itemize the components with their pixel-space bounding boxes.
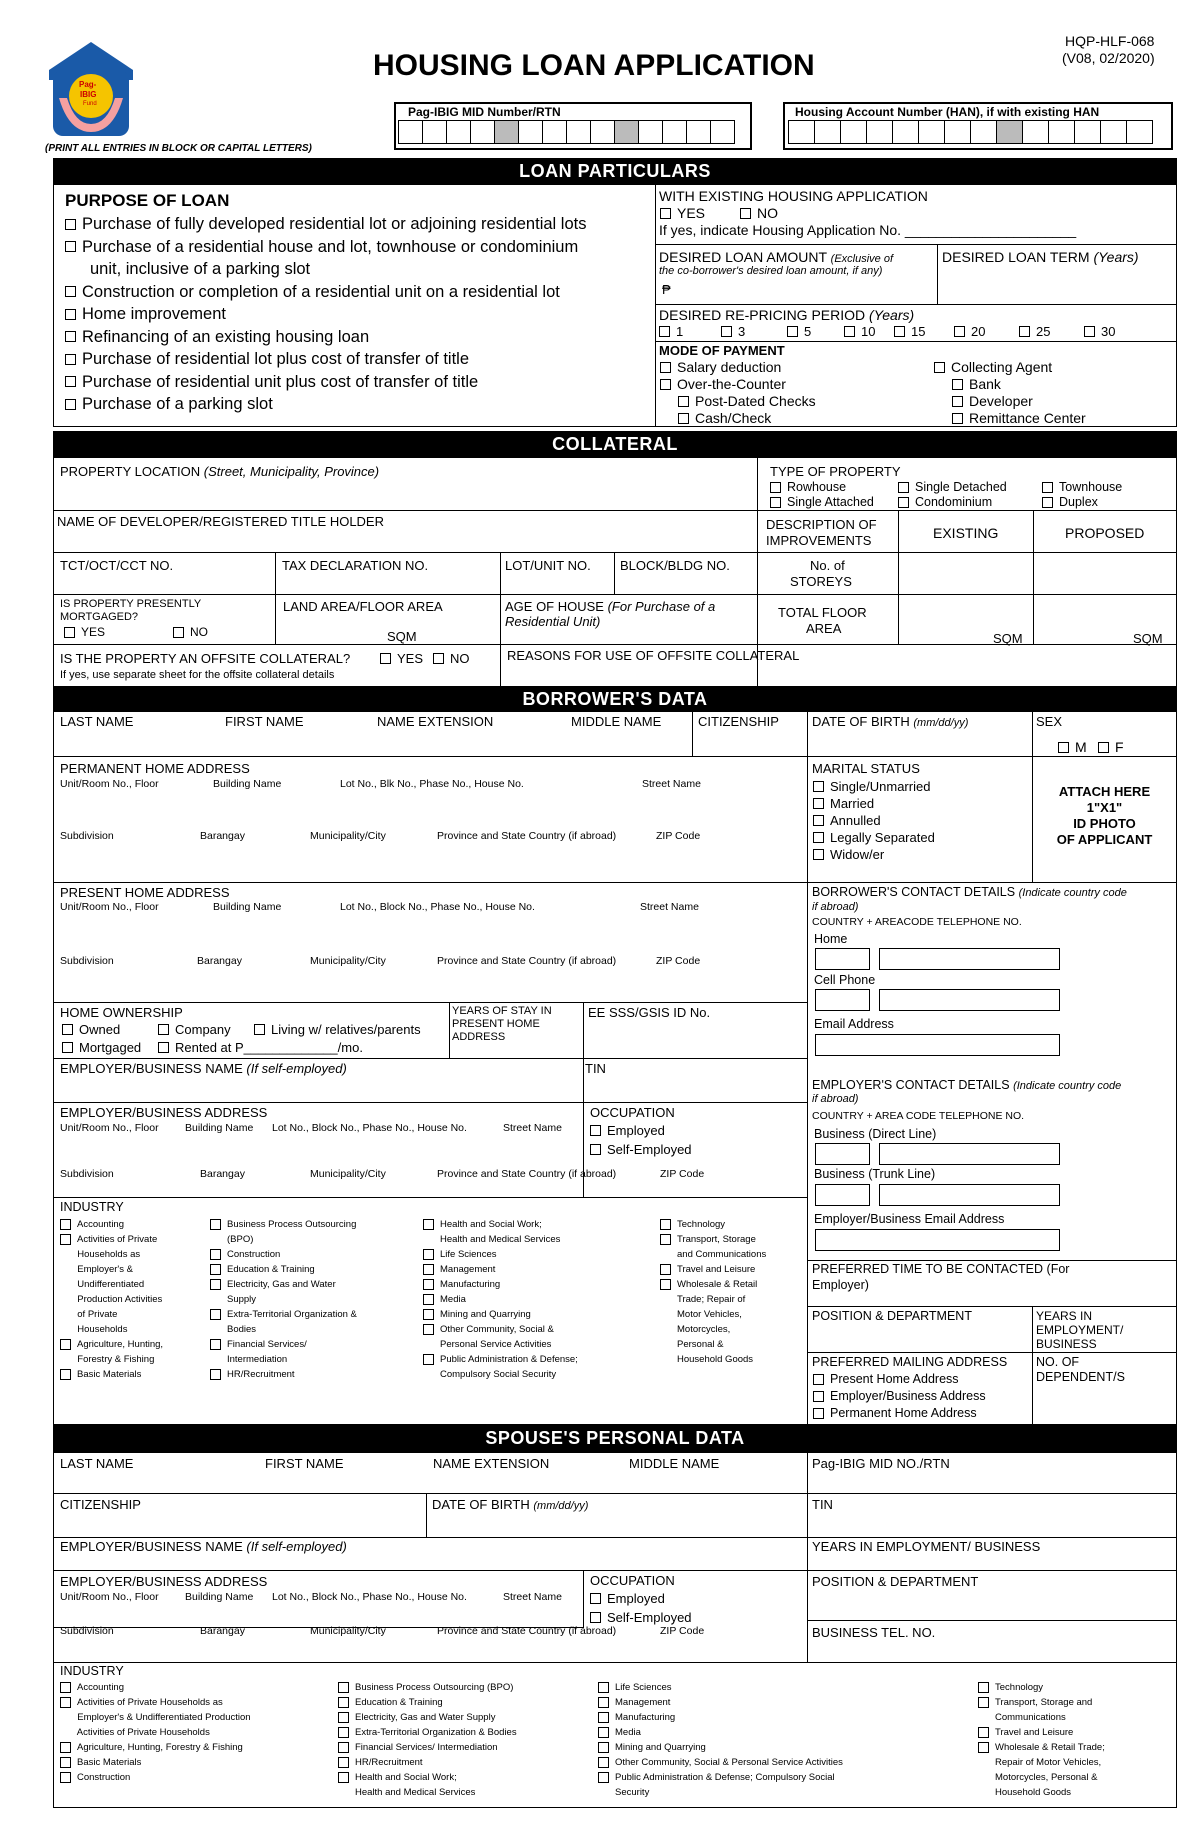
property-type-title: TYPE OF PROPERTY	[770, 464, 901, 479]
years-stay-label-3: ADDRESS	[452, 1031, 506, 1043]
sss-label: EE SSS/GSIS ID No.	[588, 1005, 711, 1020]
industry-option[interactable]: Media	[423, 1292, 578, 1307]
mop-option[interactable]: Remittance Center	[934, 411, 1086, 426]
s-last-name-label: LAST NAME	[60, 1456, 134, 1471]
developer-label: NAME OF DEVELOPER/REGISTERED TITLE HOLDER	[57, 514, 384, 529]
industry-option[interactable]: Business Process Outsourcing (BPO)	[338, 1680, 517, 1695]
repricing-option[interactable]: 20	[954, 324, 985, 339]
industry-option[interactable]: Manufacturing	[423, 1277, 578, 1292]
logo-text: IBIG	[80, 90, 97, 99]
perm-address-sublabels-2: Subdivision Barangay Municipality/City Province and State Country (if abroad) ZIP Code	[60, 830, 701, 842]
s-citizenship-label: CITIZENSHIP	[60, 1497, 141, 1512]
industry-option[interactable]: Public Administration & Defense; Compulsory Social	[598, 1770, 843, 1785]
s-biz-tel-label: BUSINESS TEL. NO.	[812, 1625, 936, 1640]
industry-option[interactable]: Construction	[60, 1770, 251, 1785]
repricing-option[interactable]: 10	[844, 324, 875, 339]
housing-app-no-field[interactable]: If yes, indicate Housing Application No. ______________________	[659, 222, 1077, 238]
cell-phone-input[interactable]	[879, 989, 1060, 1011]
perm-address-sublabels-1: Unit/Room No., Floor Building Name Lot No., Blk No., Phase No., House No. Street Name	[60, 778, 701, 790]
description-label-2: IMPROVEMENTS	[766, 533, 872, 548]
desired-amount-label: DESIRED LOAN AMOUNT (Exclusive of	[659, 249, 894, 265]
pagibig-logo	[45, 40, 137, 140]
mid-label: Pag-IBIG MID Number/RTN	[408, 105, 561, 119]
mop-option[interactable]: Salary deduction	[660, 360, 816, 375]
employer-address-label: EMPLOYER/BUSINESS ADDRESS	[60, 1105, 268, 1120]
mortgaged-no[interactable]: NO	[173, 625, 208, 639]
s-years-emp-label: YEARS IN EMPLOYMENT/ BUSINESS	[812, 1539, 1041, 1554]
han-label: Housing Account Number (HAN), if with existing HAN	[795, 105, 1100, 119]
mop-option[interactable]: Bank	[934, 377, 1086, 392]
mop-option[interactable]: Post-Dated Checks	[660, 394, 816, 409]
s-occupation-self-employed[interactable]: Self-Employed	[590, 1609, 692, 1626]
industry-option[interactable]: Accounting	[60, 1217, 163, 1232]
industry-option[interactable]: Life Sciences	[423, 1247, 578, 1262]
repricing-option[interactable]: 5	[787, 324, 811, 339]
property-type-option[interactable]: Rowhouse	[770, 480, 846, 494]
home-country-code-input[interactable]	[815, 948, 870, 970]
ownership-option[interactable]: Rented at P_____________/mo.	[158, 1040, 363, 1055]
industry-option[interactable]: Mining and Quarrying	[423, 1307, 578, 1322]
description-label: DESCRIPTION OF	[766, 517, 877, 532]
purpose-list	[65, 214, 586, 417]
block-label: BLOCK/BLDG NO.	[620, 558, 730, 573]
proposed-sqm-unit: SQM	[1133, 631, 1163, 646]
marital-option[interactable]: Single/Unmarried	[813, 779, 935, 794]
emp-email-label: Employer/Business Email Address	[814, 1212, 1005, 1226]
repricing-option[interactable]: 30	[1084, 324, 1115, 339]
industry-option[interactable]: Construction	[210, 1247, 357, 1262]
industry-option[interactable]: Activities of Private	[60, 1232, 163, 1247]
offsite-note: If yes, use separate sheet for the offsite collateral details	[60, 669, 335, 681]
s-ext-label: NAME EXTENSION	[433, 1456, 550, 1471]
home-ownership-label: HOME OWNERSHIP	[60, 1005, 183, 1020]
mailing-option[interactable]: Employer/Business Address	[813, 1389, 986, 1404]
property-type-option[interactable]: Single Detached	[898, 480, 1007, 494]
section-collateral: COLLATERAL	[53, 431, 1177, 457]
property-type-option[interactable]: Townhouse	[1042, 480, 1122, 494]
s-industry-col-3: Life Sciences Management Manufacturing Media Mining and Quarrying Other Community, Social & Personal Service Activities Public Administration & Defense; Compulsory Social Security	[598, 1680, 843, 1800]
taxdec-label: TAX DECLARATION NO.	[282, 558, 429, 573]
position-label: POSITION & DEPARTMENT	[812, 1309, 972, 1323]
industry-option[interactable]: Extra-Territorial Organization & Bodies	[338, 1725, 517, 1740]
purpose-option[interactable]: Purchase of a residential house and lot, townhouse or condominium	[65, 237, 586, 258]
industry-option[interactable]: HR/Recruitment	[338, 1755, 517, 1770]
b-citizenship-label: CITIZENSHIP	[698, 714, 779, 729]
industry-option[interactable]: Health and Social Work;	[423, 1217, 578, 1232]
total-floor-label-2: AREA	[806, 621, 842, 636]
industry-option[interactable]: Wholesale & Retail	[660, 1277, 766, 1292]
s-industry-col-2: Business Process Outsourcing (BPO) Education & Training Electricity, Gas and Water Supply Extra-Territorial Organization & Bodies Financial Services/ Intermediation HR/Recruitment Health and Social Work; Health and Medical Services	[338, 1680, 517, 1800]
repricing-options	[659, 324, 1174, 340]
offsite-no[interactable]: NO	[433, 651, 470, 666]
han-input[interactable]	[788, 120, 1153, 144]
marital-option[interactable]: Widow/er	[813, 847, 935, 862]
trunk-line-label: Business (Trunk Line)	[814, 1167, 936, 1181]
s-tin-label: TIN	[812, 1497, 833, 1512]
pref-time-note: Employer)	[812, 1278, 869, 1292]
mailing-option[interactable]: Present Home Address	[813, 1372, 986, 1387]
occupation-employed[interactable]: Employed	[590, 1122, 692, 1139]
direct-line-input[interactable]	[879, 1143, 1060, 1165]
repricing-option[interactable]: 1	[659, 324, 683, 339]
total-floor-label: TOTAL FLOOR	[778, 605, 867, 620]
industry-option[interactable]: Wholesale & Retail Trade;	[978, 1740, 1105, 1755]
industry-option[interactable]: Basic Materials	[60, 1367, 163, 1382]
form-version: (V08, 02/2020)	[1062, 50, 1155, 66]
offsite-reasons-label: REASONS FOR USE OF OFFSITE COLLATERAL	[507, 648, 800, 663]
peso-sign: ₱	[662, 282, 671, 297]
ownership-options	[62, 1022, 447, 1054]
repricing-option[interactable]: 15	[894, 324, 925, 339]
desired-term-label: DESIRED LOAN TERM (Years)	[942, 249, 1139, 265]
mop-option[interactable]: Developer	[934, 394, 1086, 409]
s-occupation-options	[590, 1590, 692, 1628]
direct-line-label: Business (Direct Line)	[814, 1127, 937, 1141]
desired-amount-note: the co-borrower's desired loan amount, if any)	[659, 265, 883, 277]
industry-option[interactable]: Management	[423, 1262, 578, 1277]
mortgaged-label: IS PROPERTY PRESENTLY	[60, 598, 202, 610]
industry-option[interactable]: Mining and Quarrying	[598, 1740, 843, 1755]
s-industry-label: INDUSTRY	[60, 1664, 124, 1678]
industry-option[interactable]: Business Process Outsourcing	[210, 1217, 357, 1232]
home-phone-label: Home	[814, 932, 848, 946]
page-title: HOUSING LOAN APPLICATION	[373, 49, 815, 82]
s-mid-label: Pag-IBIG MID NO./RTN	[812, 1456, 950, 1471]
years-emp-label: YEARS IN	[1036, 1309, 1093, 1323]
property-location-label: PROPERTY LOCATION (Street, Municipality, Province)	[60, 464, 380, 479]
section-spouse: SPOUSE'S PERSONAL DATA	[53, 1424, 1177, 1452]
mop-title: MODE OF PAYMENT	[659, 343, 785, 358]
age-note: Residential Unit)	[505, 614, 601, 629]
purpose-option[interactable]: Purchase of residential lot plus cost of transfer of title	[65, 349, 586, 370]
marital-options	[813, 779, 935, 864]
employer-address-sublabels-1: Unit/Room No., Floor Building Name Lot No., Block No., Phase No., House No. Street Name	[60, 1122, 562, 1134]
industry-option[interactable]: Public Administration & Defense;	[423, 1352, 578, 1367]
s-employer-address-label: EMPLOYER/BUSINESS ADDRESS	[60, 1574, 268, 1589]
existing-yes[interactable]: YES	[660, 205, 705, 221]
offsite-yes[interactable]: YES	[380, 651, 423, 666]
marital-option[interactable]: Legally Separated	[813, 830, 935, 845]
land-area-label: LAND AREA/FLOOR AREA	[283, 599, 443, 614]
industry-option[interactable]: Basic Materials	[60, 1755, 251, 1770]
property-type-option[interactable]: Single Attached	[770, 495, 874, 509]
purpose-option[interactable]: Purchase of residential unit plus cost of transfer of title	[65, 372, 586, 393]
repricing-label: DESIRED RE-PRICING PERIOD (Years)	[659, 307, 915, 323]
b-first-name-label: FIRST NAME	[225, 714, 304, 729]
b-sex-label: SEX	[1036, 714, 1063, 729]
marital-option[interactable]: Married	[813, 796, 935, 811]
s-position-label: POSITION & DEPARTMENT	[812, 1574, 979, 1589]
mop-option[interactable]: Collecting Agent	[934, 360, 1086, 375]
industry-option[interactable]: Accounting	[60, 1680, 251, 1695]
industry-option[interactable]: Travel and Leisure	[660, 1262, 766, 1277]
industry-col-1: Accounting Activities of Private Households as Employer's & Undifferentiated Production Activities of Private Households Agriculture, Hunting, Forestry & Fishing Basic Materials	[60, 1217, 163, 1382]
pref-time-label: PREFERRED TIME TO BE CONTACTED (For	[812, 1262, 1070, 1276]
industry-col-3: Health and Social Work; Health and Medical Services Life Sciences Management Manufacturing Media Mining and Quarrying Other Community, Social & Personal Service Activities Public Administration & Defense; Compulsory Social Security	[423, 1217, 578, 1382]
s-dob-label: DATE OF BIRTH (mm/dd/yy)	[432, 1497, 589, 1512]
offsite-label: IS THE PROPERTY AN OFFSITE COLLATERAL?	[60, 651, 351, 666]
mailing-label: PREFERRED MAILING ADDRESS	[812, 1355, 1008, 1369]
home-phone-input[interactable]	[879, 948, 1060, 970]
industry-option[interactable]: Activities of Private Households as	[60, 1695, 251, 1710]
storeys-label: No. of	[810, 558, 845, 573]
contact-details-label: BORROWER'S CONTACT DETAILS (Indicate country code	[812, 885, 1127, 899]
occupation-label: OCCUPATION	[590, 1105, 675, 1120]
mailing-option[interactable]: Permanent Home Address	[813, 1406, 986, 1421]
industry-label: INDUSTRY	[60, 1200, 124, 1214]
mid-number-input[interactable]	[398, 120, 735, 144]
purpose-option[interactable]: Refinancing of an existing housing loan	[65, 327, 586, 348]
mailing-options	[813, 1372, 986, 1423]
industry-option[interactable]: Technology	[660, 1217, 766, 1232]
form-code: HQP-HLF-068	[1065, 33, 1155, 49]
industry-option[interactable]: Technology	[978, 1680, 1105, 1695]
industry-option[interactable]: Financial Services/ Intermediation	[338, 1740, 517, 1755]
dependents-label: NO. OF	[1036, 1355, 1080, 1369]
industry-option[interactable]: Manufacturing	[598, 1710, 843, 1725]
mop-option[interactable]: Cash/Check	[660, 411, 816, 426]
industry-col-2: Business Process Outsourcing (BPO) Construction Education & Training Electricity, Gas and Water Supply Extra-Territorial Organization & Bodies Financial Services/ Intermediation HR/Recruitment	[210, 1217, 357, 1382]
ownership-option[interactable]: Company	[158, 1022, 231, 1037]
purpose-option[interactable]: Construction or completion of a residential unit on a residential lot	[65, 282, 586, 303]
repricing-option[interactable]: 25	[1019, 324, 1050, 339]
emp-tel-label: COUNTRY + AREA CODE TELEPHONE NO.	[812, 1110, 1025, 1122]
years-stay-label: YEARS OF STAY IN	[452, 1005, 552, 1017]
purpose-option[interactable]: Purchase of a parking slot	[65, 394, 586, 415]
years-emp-label-2: EMPLOYMENT/	[1036, 1323, 1124, 1337]
industry-option[interactable]: Electricity, Gas and Water Supply	[338, 1710, 517, 1725]
s-industry-col-4: Technology Transport, Storage and Communications Travel and Leisure Wholesale & Retail Trade; Repair of Motor Vehicles, Motorcycles, Personal & Household Goods	[978, 1680, 1105, 1800]
logo-text: Pag-	[79, 80, 97, 89]
industry-option[interactable]: Agriculture, Hunting,	[60, 1337, 163, 1352]
sex-male[interactable]: M	[1058, 739, 1087, 755]
industry-option[interactable]: Travel and Leisure	[978, 1725, 1105, 1740]
b-ext-label: NAME EXTENSION	[377, 714, 494, 729]
section-borrower: BORROWER'S DATA	[53, 687, 1177, 711]
existing-no[interactable]: NO	[740, 205, 778, 221]
occupation-options	[590, 1122, 692, 1160]
emp-contact-note: if abroad)	[812, 1093, 859, 1105]
existing-sqm-unit: SQM	[993, 631, 1023, 646]
logo-text: Fund	[83, 101, 97, 107]
s-employer-address-sublabels-2: Subdivision Barangay Municipality/City Province and State Country (if abroad) ZIP Code	[60, 1625, 705, 1637]
existing-col-label: EXISTING	[933, 525, 999, 541]
industry-option[interactable]: Management	[598, 1695, 843, 1710]
direct-country-code-input[interactable]	[815, 1143, 870, 1165]
industry-option[interactable]: Transport, Storage and	[978, 1695, 1105, 1710]
mop-option[interactable]: Over-the-Counter	[660, 377, 816, 392]
pres-address-sublabels-1: Unit/Room No., Floor Building Name Lot No., Block No., Phase No., House No. Street Name	[60, 901, 699, 913]
s-occupation-employed[interactable]: Employed	[590, 1590, 692, 1607]
mortgaged-yes[interactable]: YES	[64, 625, 105, 639]
property-type-option[interactable]: Duplex	[1042, 495, 1098, 509]
employer-address-sublabels-2: Subdivision Barangay Municipality/City Province and State Country (if abroad) ZIP Code	[60, 1168, 705, 1180]
mop-right-list	[934, 360, 1086, 428]
b-middle-label: MIDDLE NAME	[571, 714, 662, 729]
lot-label: LOT/UNIT NO.	[505, 558, 591, 573]
b-dob-label: DATE OF BIRTH (mm/dd/yy)	[812, 714, 969, 729]
years-emp-label-3: BUSINESS	[1036, 1337, 1097, 1351]
perm-address-label: PERMANENT HOME ADDRESS	[60, 761, 250, 776]
s-industry-col-1: Accounting Activities of Private Households as Employer's & Undifferentiated Production Activities of Private Households Agriculture, Hunting, Forestry & Fishing Basic Materials Construction	[60, 1680, 251, 1785]
trunk-line-input[interactable]	[879, 1184, 1060, 1206]
pres-address-sublabels-2: Subdivision Barangay Municipality/City Province and State Country (if abroad) ZIP Code	[60, 955, 701, 967]
mop-left-list	[660, 360, 816, 428]
industry-option[interactable]: Other Community, Social & Personal Service Activities	[598, 1755, 843, 1770]
s-employer-name-label: EMPLOYER/BUSINESS NAME (If self-employed)	[60, 1539, 347, 1554]
purpose-option[interactable]: Purchase of fully developed residential lot or adjoining residential lots	[65, 214, 586, 235]
industry-option[interactable]: Transport, Storage	[660, 1232, 766, 1247]
emp-email-input[interactable]	[815, 1229, 1060, 1251]
print-note: (PRINT ALL ENTRIES IN BLOCK OR CAPITAL LETTERS)	[45, 143, 312, 154]
s-occupation-label: OCCUPATION	[590, 1573, 675, 1588]
contact-note: if abroad)	[812, 901, 859, 913]
land-area-unit: SQM	[387, 629, 417, 644]
industry-option[interactable]: Health and Social Work;	[338, 1770, 517, 1785]
marital-option[interactable]: Annulled	[813, 813, 935, 828]
repricing-option[interactable]: 3	[721, 324, 745, 339]
proposed-col-label: PROPOSED	[1065, 525, 1145, 541]
section-loan-particulars: LOAN PARTICULARS	[53, 158, 1177, 184]
s-middle-label: MIDDLE NAME	[629, 1456, 720, 1471]
occupation-self-employed[interactable]: Self-Employed	[590, 1141, 692, 1158]
emp-contact-label: EMPLOYER'S CONTACT DETAILS (Indicate country code	[812, 1078, 1122, 1092]
purpose-title: PURPOSE OF LOAN	[65, 191, 230, 210]
s-employer-address-sublabels-1: Unit/Room No., Floor Building Name Lot No., Block No., Phase No., House No. Street Name	[60, 1591, 562, 1603]
industry-option[interactable]: Financial Services/	[210, 1337, 357, 1352]
email-input[interactable]	[815, 1034, 1060, 1056]
industry-option[interactable]: Education & Training	[338, 1695, 517, 1710]
age-label: AGE OF HOUSE (For Purchase of a	[505, 599, 716, 614]
property-type-option[interactable]: Condominium	[898, 495, 992, 509]
tct-label: TCT/OCT/CCT NO.	[60, 558, 174, 573]
industry-option[interactable]: Other Community, Social &	[423, 1322, 578, 1337]
employer-name-label: EMPLOYER/BUSINESS NAME (If self-employed)	[60, 1061, 347, 1076]
industry-option[interactable]: Education & Training	[210, 1262, 357, 1277]
property-type-options	[770, 480, 1170, 510]
industry-option[interactable]: HR/Recruitment	[210, 1367, 357, 1382]
cell-phone-label: Cell Phone	[814, 973, 876, 987]
ownership-option[interactable]: Living w/ relatives/parents	[254, 1022, 421, 1037]
tin-label: TIN	[585, 1061, 606, 1076]
tel-label: COUNTRY + AREACODE TELEPHONE NO.	[812, 916, 1022, 928]
dependents-label-2: DEPENDENT/S	[1036, 1370, 1125, 1384]
industry-col-4: Technology Transport, Storage and Communications Travel and Leisure Wholesale & Retail Trade; Repair of Motor Vehicles, Motorcycles, Personal & Household Goods	[660, 1217, 766, 1367]
photo-placeholder[interactable]: ATTACH HERE 1"X1" ID PHOTO OF APPLICANT	[1056, 784, 1153, 847]
sex-female[interactable]: F	[1098, 739, 1124, 755]
industry-option[interactable]: Electricity, Gas and Water	[210, 1277, 357, 1292]
purpose-option-cont: unit, inclusive of a parking slot	[90, 260, 311, 278]
ownership-option[interactable]: Owned	[62, 1022, 120, 1037]
mortgaged-label-2: MORTGAGED?	[60, 611, 139, 623]
ownership-option[interactable]: Mortgaged	[62, 1040, 141, 1055]
industry-option[interactable]: Extra-Territorial Organization &	[210, 1307, 357, 1322]
purpose-option[interactable]: Home improvement	[65, 304, 586, 325]
trunk-country-code-input[interactable]	[815, 1184, 870, 1206]
existing-application-label: WITH EXISTING HOUSING APPLICATION	[659, 188, 928, 204]
industry-option[interactable]: Life Sciences	[598, 1680, 843, 1695]
s-first-name-label: FIRST NAME	[265, 1456, 344, 1471]
cell-country-code-input[interactable]	[815, 989, 870, 1011]
pres-address-label: PRESENT HOME ADDRESS	[60, 885, 230, 900]
storeys-label-2: STOREYS	[790, 574, 852, 589]
years-stay-label-2: PRESENT HOME	[452, 1018, 540, 1030]
email-label: Email Address	[814, 1017, 894, 1031]
b-last-name-label: LAST NAME	[60, 714, 134, 729]
industry-option[interactable]: Media	[598, 1725, 843, 1740]
marital-status-label: MARITAL STATUS	[812, 761, 920, 776]
industry-option[interactable]: Agriculture, Hunting, Forestry & Fishing	[60, 1740, 251, 1755]
